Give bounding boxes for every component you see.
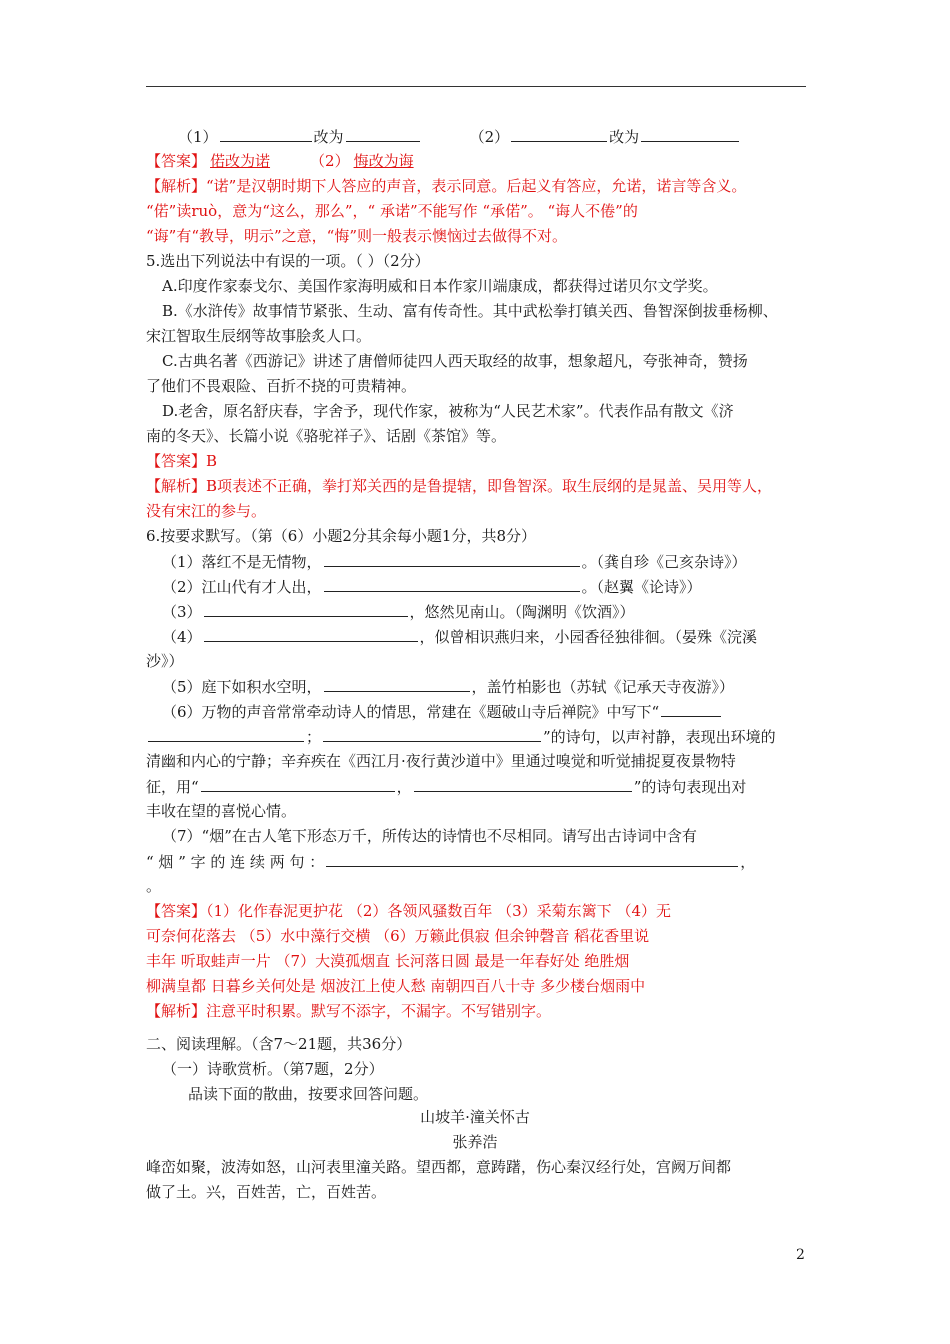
- blank: [220, 126, 312, 142]
- header-rule: [146, 86, 806, 87]
- q6-answer-line: 丰年 听取蛙声一片 （7）大漠孤烟直 长河落日圆 最是一年春好处 绝胜烟: [146, 952, 630, 970]
- blank: [346, 126, 420, 142]
- blank: [201, 776, 395, 792]
- q6-item-1: （1）落红不是无情物， 。（龚自珍《己亥杂诗》）: [162, 553, 747, 571]
- poem-author: 张养浩: [452, 1133, 498, 1151]
- poem-line: 峰峦如聚，波涛如怒，山河表里潼关路。望西都，意踌躇，伤心秦汉经行处，宫阙万间都: [146, 1158, 732, 1176]
- page-number: 2: [796, 1247, 805, 1263]
- blank: [324, 551, 580, 567]
- q5-option-b-cont: 宋江智取生辰纲等故事脍炙人口。: [146, 327, 372, 345]
- blank: [204, 626, 418, 642]
- blank: [414, 776, 632, 792]
- subsection-heading: （一）诗歌赏析。（第7题，2分）: [162, 1060, 384, 1078]
- q6-item-7-l3: 。: [146, 877, 162, 895]
- blank: [661, 701, 721, 717]
- q4-analysis: 【解析】“诺”是汉朝时期下人答应的声音，表示同意。后起义有答应，允诺，诺言等含义。: [146, 177, 747, 195]
- q4-answer: 【答案】 偌改为诺 （2） 悔改为诲: [146, 152, 414, 170]
- q5-option-d-cont: 南的冬天》、长篇小说《骆驼祥子》、话剧《茶馆》等。: [146, 427, 507, 445]
- q6-item-3: （3） ，悠然见南山。（陶渊明《饮酒》）: [162, 603, 635, 621]
- blank: [326, 851, 738, 867]
- poem-line: 做了土。兴，百姓苦，亡，百姓苦。: [146, 1183, 387, 1201]
- blank: [641, 126, 739, 142]
- poem-title: 山坡羊·潼关怀古: [420, 1108, 530, 1126]
- section-heading: 二、阅读理解。（含7～21题，共36分）: [146, 1035, 412, 1053]
- blank: [323, 726, 541, 742]
- q6-item-7-l2: “ 烟 ” 字 的 连 续 两 句 ： ，: [146, 853, 756, 871]
- q5-stem: 5.选出下列说法中有误的一项。（ ）（2分）: [146, 252, 430, 270]
- q6-item-6-l5: 丰收在望的喜悦心情。: [146, 802, 297, 820]
- blank: [148, 726, 304, 742]
- q4-analysis-line: “诲”有“教导，明示”之意，“悔”则一般表示懊恼过去做得不对。: [146, 227, 568, 245]
- q6-item-2: （2）江山代有才人出， 。（赵翼《论诗》）: [162, 578, 702, 596]
- q6-item-4-cont: 沙》）: [146, 652, 184, 670]
- q5-option-a: A.印度作家泰戈尔、美国作家海明威和日本作家川端康成，都获得过诺贝尔文学奖。: [162, 277, 718, 295]
- q6-answer-line: 柳满皇都 日暮乡关何处是 烟波江上使人愁 南朝四百八十寺 多少楼台烟雨中: [146, 977, 646, 995]
- q4-analysis-line: “偌”读ruò，意为“这么，那么”，“ 承诺”不能写作 “承偌”。 “诲人不倦”的: [146, 202, 638, 220]
- q6-item-6-l2: ； ”的诗句，以声衬静，表现出环境的: [146, 726, 776, 747]
- blank: [324, 576, 580, 592]
- reading-intro: 品读下面的散曲，按要求回答问题。: [188, 1085, 429, 1103]
- q5-option-d: D.老舍，原名舒庆春，字舍予，现代作家，被称为“人民艺术家”。代表作品有散文《济: [162, 402, 734, 420]
- q5-answer: 【答案】B: [146, 452, 218, 470]
- q5-analysis-line: 没有宋江的参与。: [146, 502, 267, 520]
- blank: [324, 676, 470, 692]
- blank: [204, 601, 408, 617]
- q6-item-7: （7）“烟”在古人笔下形态万千，所传达的诗情也不尽相同。请写出古诗词中含有: [162, 827, 697, 845]
- q5-option-c-cont: 了他们不畏艰险、百折不挠的可贵精神。: [146, 377, 417, 395]
- q6-item-6: （6）万物的声音常常牵动诗人的情思，常建在《题破山寺后禅院》中写下“: [162, 701, 723, 722]
- q6-item-6-l3: 清幽和内心的宁静；辛弃疾在《西江月·夜行黄沙道中》里通过嗅觉和听觉捕捉夏夜景物特: [146, 752, 736, 770]
- q6-item-5: （5）庭下如积水空明， ，盖竹柏影也（苏轼《记承天寺夜游》）: [162, 678, 735, 696]
- q6-item-4: （4） ，似曾相识燕归来，小园香径独徘徊。（晏殊《浣溪: [162, 628, 758, 646]
- q6-analysis: 【解析】注意平时积累。默写不添字，不漏字。不写错别字。: [146, 1002, 552, 1020]
- q5-option-c: C.古典名著《西游记》讲述了唐僧师徒四人西天取经的故事，想象超凡，夸张神奇，赞扬: [162, 352, 748, 370]
- blank: [511, 126, 607, 142]
- q4-blank-line: （1） 改为 （2） 改为: [178, 126, 741, 147]
- q6-answer-line: 可奈何花落去 （5）水中藻行交横 （6）万籁此俱寂 但余钟磬音 稻花香里说: [146, 927, 650, 945]
- q5-analysis: 【解析】B项表述不正确，拳打郑关西的是鲁提辖，即鲁智深。取生辰纲的是晁盖、吴用等人，: [146, 477, 773, 495]
- q5-option-b: B.《水浒传》故事情节紧张、生动、富有传奇性。其中武松拳打镇关西、鲁智深倒拔垂杨柳、: [162, 302, 778, 320]
- q6-answer: 【答案】（1）化作春泥更护花 （2）各领风骚数百年 （3）采菊东篱下 （4）无: [146, 902, 671, 920]
- q6-stem: 6.按要求默写。（第（6）小题2分其余每小题1分，共8分）: [146, 527, 536, 545]
- q6-item-6-l4: 征，用“ ， ”的诗句表现出对: [146, 778, 747, 796]
